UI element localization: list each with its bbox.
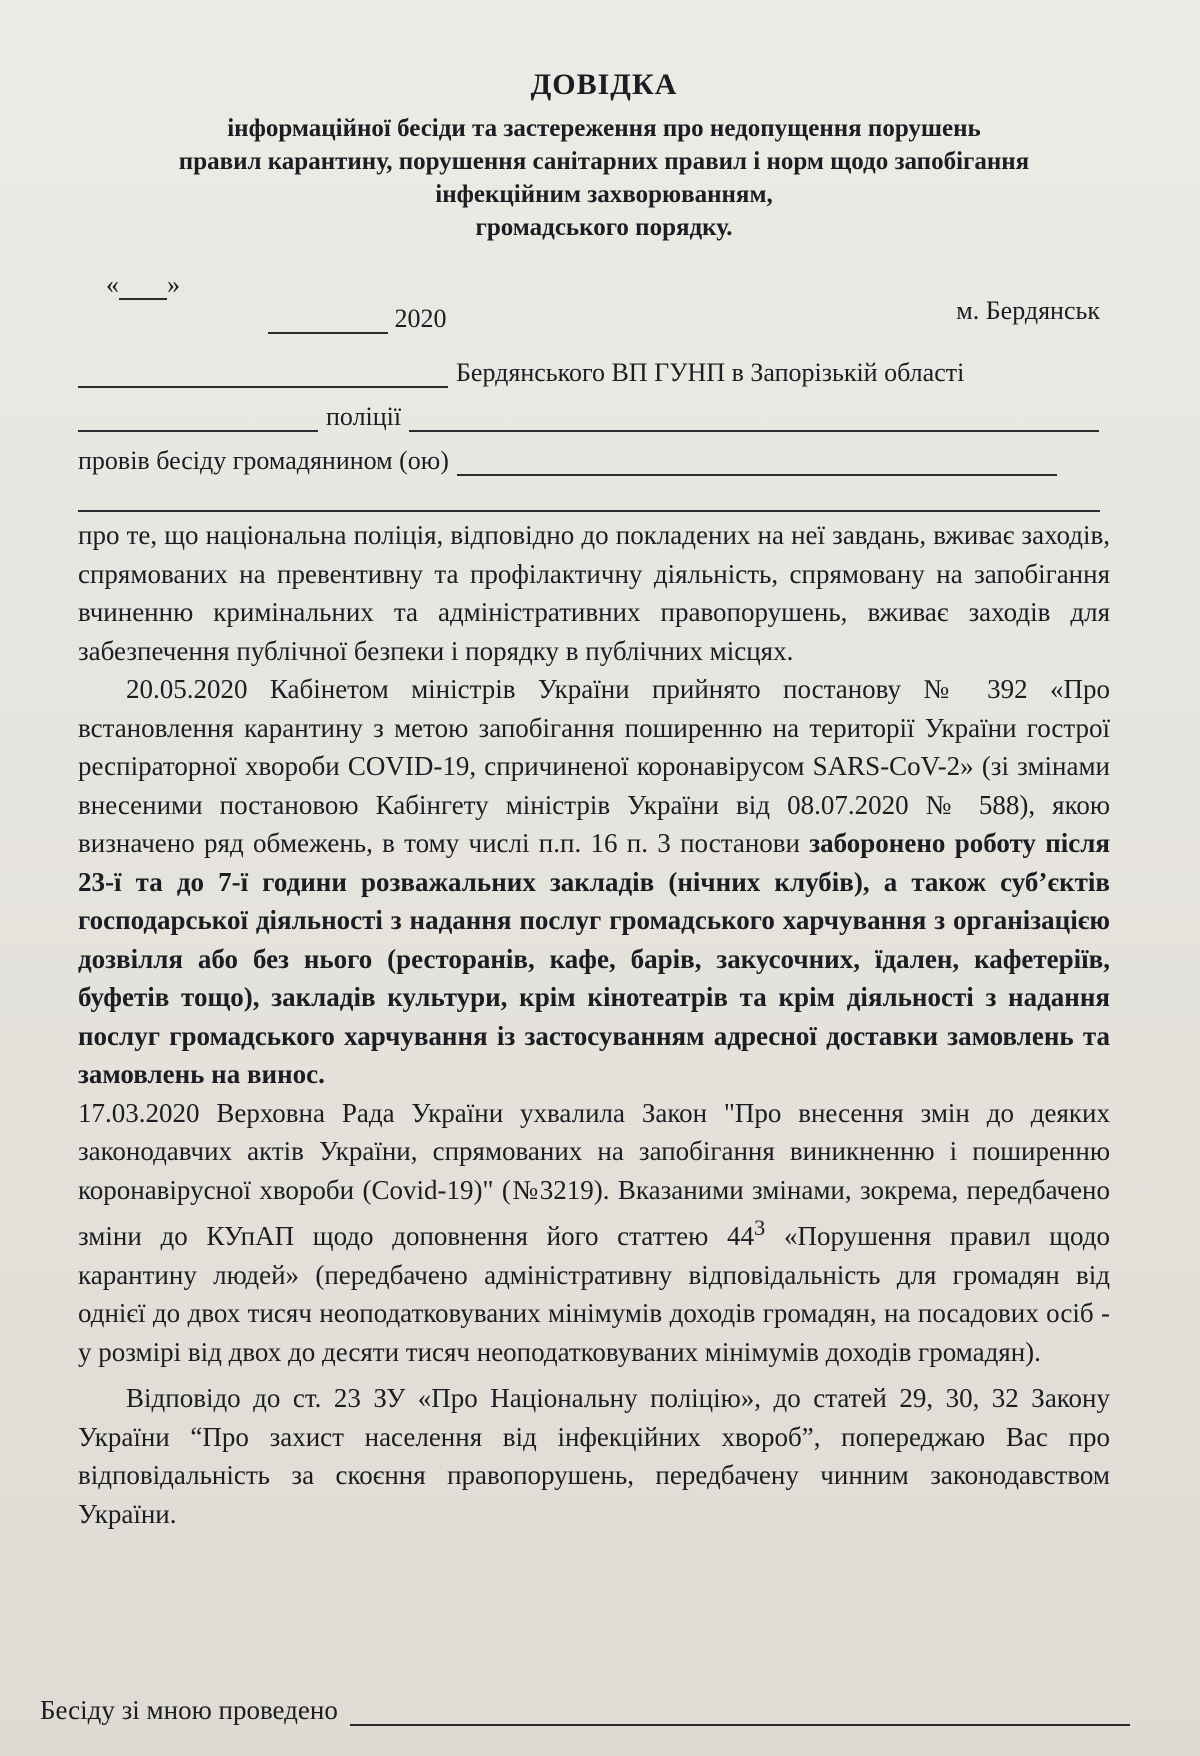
paragraph-4: Відповідо до ст. 23 ЗУ «Про Національну поліцію», до статей 29, 30, 32 Закону України “Про захист населення від інфекційних хвороб”, попереджаю Вас про відповідальність за скоєння правопорушень, передбачену чинним законодавством України.: [78, 1383, 1110, 1529]
year-text: 2020: [394, 304, 447, 333]
date-place-row: [78, 258, 1130, 340]
paragraph-3-text-a: 17.03.2020 Верховна Рада України ухвалила Закон "Про внесення змін до деяких законодавчих актів України, спрямованих на запобігання виникненню і поширенню коронавірусної хвороби (Covid-19)" (№3219). Вказаними змінами, зокрема, передбачено зміни до КУпАП щодо доповнення його статтею 44: [78, 1097, 1110, 1251]
conversation-label: провів бесіду громадянином (ою): [78, 446, 449, 475]
paragraph-3: [78, 1094, 1110, 1372]
paragraph-2-bold: заборонено роботу після 23-ї та до 7-ї години розважальних закладів (нічних клубів), а також суб’єктів господарської діяльності з надання послуг громадського харчування з організацією дозвілля або без нього (ресторанів, кафе, барів, закусочних, їдален, кафетеріїв, буфетів тощо), закладів культури, крім кінотеатрів та крім діяльності з надання послуг громадського харчування із застосуванням адресної доставки замовлень та замовлень на винос.: [78, 828, 1111, 1089]
subtitle-line-1: інформаційної бесіди та застереження про недопущення порушень: [227, 115, 981, 142]
document-title: ДОВІДКА: [530, 68, 678, 101]
police-row: [78, 388, 1130, 432]
police-label: поліції: [326, 402, 402, 431]
citizen-name-blank[interactable]: [457, 474, 1057, 476]
date-day-field: [106, 270, 180, 300]
date-month-year-field: [268, 304, 447, 334]
document-header: [78, 68, 1130, 244]
city-text: м. Бердянськ: [956, 296, 1100, 325]
paragraph-2: [78, 670, 1110, 1094]
signature-label: Бесіду зі мною проведено: [40, 1695, 338, 1725]
subtitle-line-2: правил карантину, порушення санітарних правил і норм щодо запобігання: [178, 148, 1030, 175]
close-quote: »: [167, 270, 180, 299]
article-superscript: 3: [754, 1215, 766, 1240]
paragraph-2-text: 20.05.2020 Кабінетом міністрів України прийнято постанову № 392 «Про встановлення карантину з метою запобігання поширенню на території України гострої респіраторної хвороби COVID-19, спричиненої коронавірусом SARS-CoV-2» (зі змінами внесеними постановою Кабінгету міністрів України від 08.07.2020 № 588), якою визначено ряд обмежень, в тому числі п.п. 16 п. 3 постанови: [78, 674, 1110, 858]
department-row: [78, 340, 1130, 388]
department-text: Бердянського ВП ГУНП в Запорізькій області: [456, 358, 965, 387]
signature-row: [40, 1695, 1130, 1726]
paragraph-3-text-b: «Порушення правил щодо карантину людей» (передбачено адміністративну відповідальність для громадян від однієї до двох тисяч неоподатковуваних мінімумів доходів громадян, на посадових осіб - у розмірі від двох до десяти тисяч неоподатковуваних мінімумів доходів громадян).: [78, 1221, 1110, 1367]
paragraph-1: про те, що національна поліція, відповідно до покладених на неї завдань, вживає заходів, спрямованих на превентивну та профілактичну діяльність, спрямовану на запобігання вчиненню кримінальних та адміністративних правопорушень, вживає заходів для забезпечення публічної безпеки і порядку в публічних місцях.: [78, 520, 1110, 666]
signature-blank[interactable]: [350, 1696, 1130, 1726]
citizen-name-blank-2[interactable]: [78, 476, 1100, 512]
subtitle-line-3: інфекційним захворюванням,: [435, 181, 773, 208]
document-body: [78, 516, 1110, 1533]
subtitle-line-4: громадського порядку.: [475, 214, 733, 241]
month-blank[interactable]: [268, 308, 388, 334]
citizen-row: [78, 432, 1130, 476]
open-quote: «: [106, 270, 119, 299]
day-blank[interactable]: [119, 274, 167, 300]
